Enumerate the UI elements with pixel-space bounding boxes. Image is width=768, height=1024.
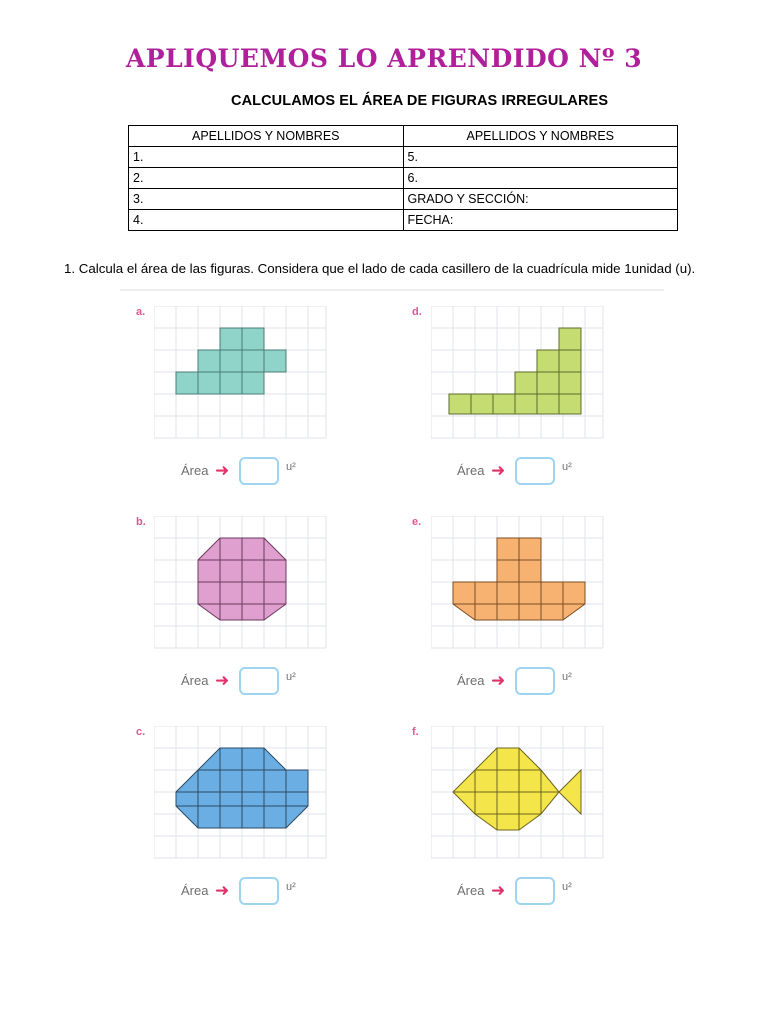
exercise-letter: a. [136, 306, 146, 318]
table-cell[interactable]: FECHA: [403, 210, 678, 231]
area-unit: u² [562, 461, 572, 473]
area-label: Área [457, 673, 485, 688]
table-cell[interactable]: 5. [403, 147, 678, 168]
area-label: Área [181, 463, 209, 478]
table-cell[interactable]: 2. [129, 168, 404, 189]
area-label: Área [181, 883, 209, 898]
area-unit: u² [286, 881, 296, 893]
exercise-a [136, 306, 336, 496]
divider [120, 289, 664, 291]
right-arrow-icon: ➜ [491, 461, 506, 480]
table-cell[interactable]: 4. [129, 210, 404, 231]
area-answer-input[interactable] [239, 667, 279, 695]
table-cell[interactable]: 1. [129, 147, 404, 168]
area-unit: u² [286, 461, 296, 473]
right-arrow-icon: ➜ [215, 671, 230, 690]
table-row [129, 147, 678, 168]
figure-e-shape [453, 538, 585, 620]
exercise-f [412, 726, 612, 916]
right-arrow-icon: ➜ [215, 881, 230, 900]
exercise-b [136, 516, 336, 706]
figure-d-grid [431, 306, 607, 441]
area-unit: u² [562, 671, 572, 683]
area-answer-row [181, 457, 331, 487]
area-answer-input[interactable] [239, 457, 279, 485]
exercise-letter: c. [136, 726, 146, 738]
area-answer-input[interactable] [515, 877, 555, 905]
exercise-letter: d. [412, 306, 422, 318]
table-cell[interactable]: 3. [129, 189, 404, 210]
table-header-row [129, 126, 678, 147]
figure-f-shape [453, 748, 581, 830]
figure-b-grid [154, 516, 330, 651]
right-arrow-icon: ➜ [215, 461, 230, 480]
area-answer-row [457, 457, 607, 487]
figure-d-shape [449, 328, 581, 414]
page-subtitle: CALCULAMOS EL ÁREA DE FIGURAS IRREGULARES [231, 93, 609, 109]
table-row [129, 189, 678, 210]
exercise-letter: e. [412, 516, 422, 528]
area-answer-row [457, 877, 607, 907]
table-row [129, 210, 678, 231]
exercise-d [412, 306, 612, 496]
right-arrow-icon: ➜ [491, 671, 506, 690]
figure-c-shape [176, 748, 308, 828]
figure-e-grid [431, 516, 607, 651]
figure-f-grid [431, 726, 607, 861]
figure-b-shape [198, 538, 286, 620]
area-answer-input[interactable] [515, 457, 555, 485]
exercise-letter: b. [136, 516, 146, 528]
exercise-e [412, 516, 612, 706]
area-answer-input[interactable] [239, 877, 279, 905]
table-cell[interactable]: 6. [403, 168, 678, 189]
student-info-table [128, 125, 678, 231]
exercise-letter: f. [412, 726, 419, 738]
area-label: Área [457, 883, 485, 898]
exercise-c [136, 726, 336, 916]
area-answer-row [181, 667, 331, 697]
area-unit: u² [562, 881, 572, 893]
figure-a-grid [154, 306, 330, 441]
area-answer-row [457, 667, 607, 697]
column-header: APELLIDOS Y NOMBRES [129, 126, 404, 147]
column-header: APELLIDOS Y NOMBRES [403, 126, 678, 147]
area-answer-input[interactable] [515, 667, 555, 695]
page-title: APLIQUEMOS LO APRENDIDO Nº 3 [125, 44, 643, 73]
area-answer-row [181, 877, 331, 907]
right-arrow-icon: ➜ [491, 881, 506, 900]
figure-c-grid [154, 726, 330, 861]
figure-a-shape [176, 328, 286, 394]
instruction-text: 1. Calcula el área de las figuras. Considera que el lado de cada casillero de la cuadrícula mide 1unidad (u). [64, 261, 696, 276]
area-label: Área [181, 673, 209, 688]
area-label: Área [457, 463, 485, 478]
area-unit: u² [286, 671, 296, 683]
table-cell[interactable]: GRADO Y SECCIÓN: [403, 189, 678, 210]
table-row [129, 168, 678, 189]
